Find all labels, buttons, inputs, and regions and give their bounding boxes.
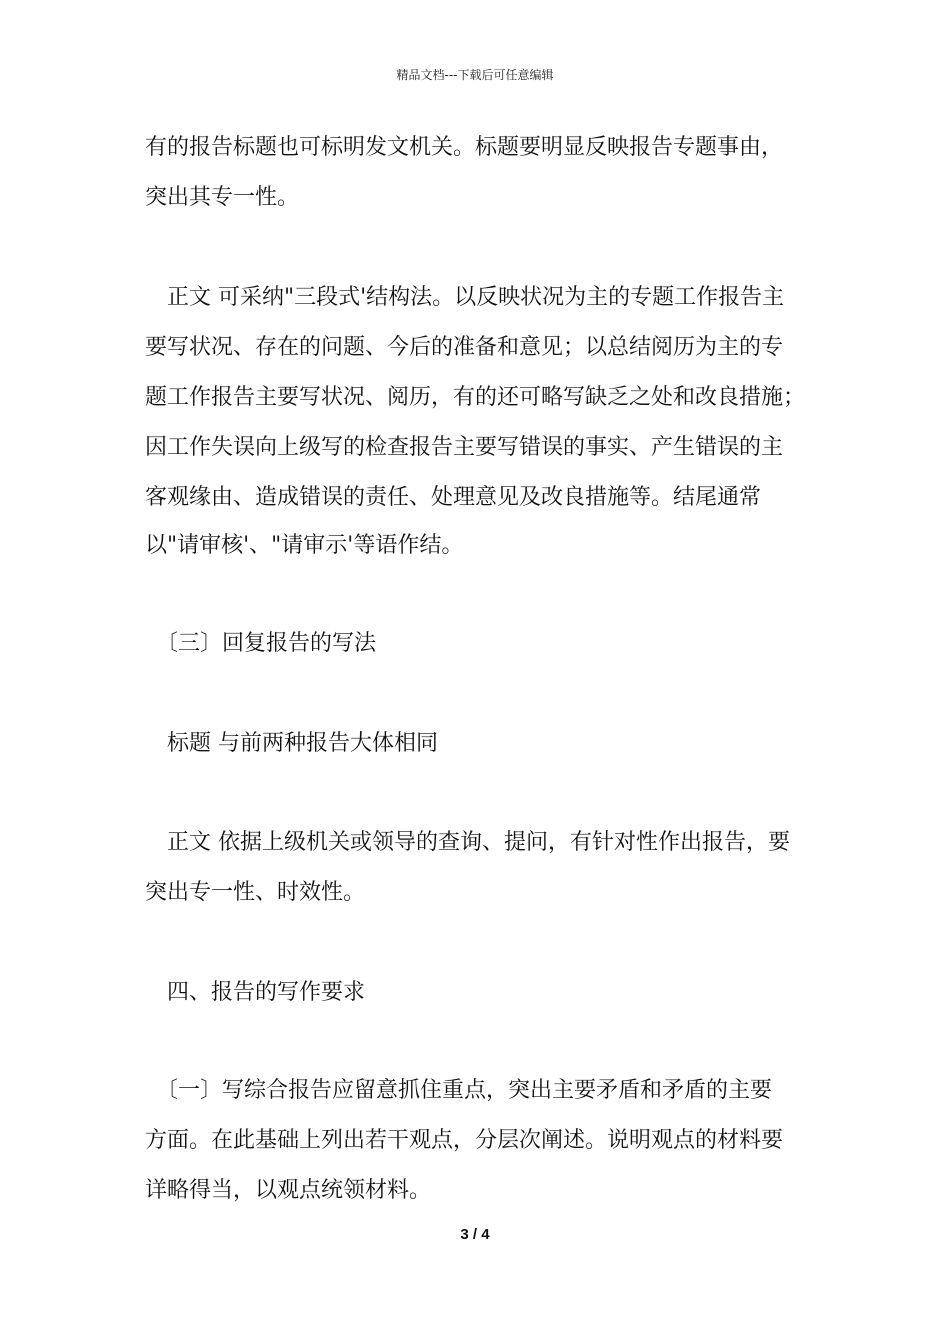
- body-line: 题工作报告主要写状况、阅历，有的还可略写缺乏之处和改良措施；: [145, 385, 806, 410]
- page-number: 3 / 4: [460, 1226, 490, 1243]
- page-header: 精品文档---下载后可任意编辑: [396, 68, 554, 82]
- body-line: 客观缘由、造成错误的责任、处理意见及改良措施等。结尾通常: [145, 485, 762, 510]
- body-line: 详略得当，以观点统领材料。: [145, 1178, 432, 1203]
- body-line: 突出其专一性。: [145, 185, 300, 210]
- body-line: 以"请审核'、"请审示'等语作结。: [145, 533, 464, 558]
- body-line: 有的报告标题也可标明发文机关。标题要明显反映报告专题事由，: [145, 135, 784, 160]
- body-line: 〔一〕写综合报告应留意抓住重点，突出主要矛盾和矛盾的主要: [145, 1078, 773, 1103]
- body-line: 方面。在此基础上列出若干观点，分层次阐述。说明观点的材料要: [145, 1128, 784, 1153]
- body-line: 要写状况、存在的问题、今后的准备和意见；以总结阅历为主的专: [145, 335, 784, 360]
- body-line: 突出专一性、时效性。: [145, 880, 366, 905]
- body-line: 标题 与前两种报告大体相同: [145, 731, 438, 756]
- body-line: 正文 依据上级机关或领导的查询、提问，有针对性作出报告，要: [145, 830, 790, 855]
- body-line: 因工作失误向上级写的检查报告主要写错误的事实、产生错误的主: [145, 435, 784, 460]
- section-heading: 四、报告的写作要求: [145, 980, 366, 1005]
- body-line: 正文 可采纳"三段式'结构法。以反映状况为主的专题工作报告主: [145, 285, 785, 310]
- section-heading: 〔三〕回复报告的写法: [145, 631, 377, 656]
